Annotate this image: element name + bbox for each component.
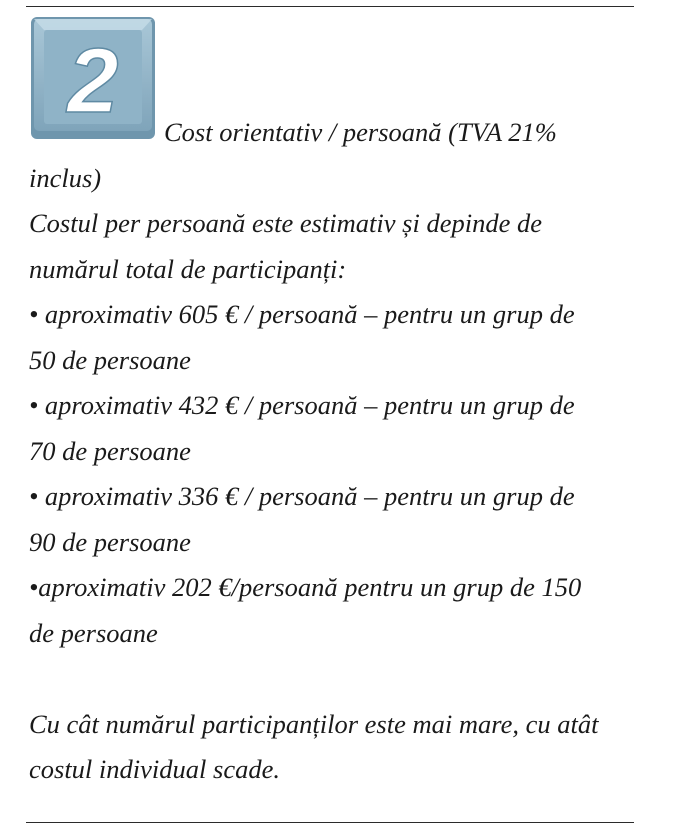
spacer: [29, 656, 689, 702]
option-2-line-2: 70 de persoane: [29, 435, 191, 466]
option-4-line-2: de persoane: [29, 617, 158, 648]
note-line-1: Cu cât numărul participanților este mai mare, cu atât: [29, 708, 599, 739]
option-1-line-2: 50 de persoane: [29, 344, 191, 375]
note-line-2: costul individual scade.: [29, 754, 280, 784]
option-3-line-2: 90 de persoane: [29, 526, 191, 557]
option-4-line-1: •aproximativ 202 €/persoană pentru un grup de 150: [29, 572, 582, 602]
bottom-divider: [26, 822, 634, 823]
option-1-line-1: • aproximativ 605 € / persoană – pentru un grup de: [29, 299, 575, 329]
heading-line-1: Cost orientativ / persoană (TVA 21%: [164, 117, 557, 147]
heading-line-2: inclus): [29, 162, 102, 193]
option-3-line-1: • aproximativ 336 € / persoană – pentru un grup de: [29, 481, 575, 511]
option-2-line-1: • aproximativ 432 € / persoană – pentru un grup de: [29, 390, 575, 420]
intro-line-1: Costul per persoană este estimativ și depinde de: [29, 208, 542, 238]
intro-line-2: numărul total de participanți:: [29, 253, 347, 284]
top-divider: [26, 6, 634, 7]
content-block: [29, 110, 689, 793]
badge-digit: 2: [67, 30, 119, 132]
